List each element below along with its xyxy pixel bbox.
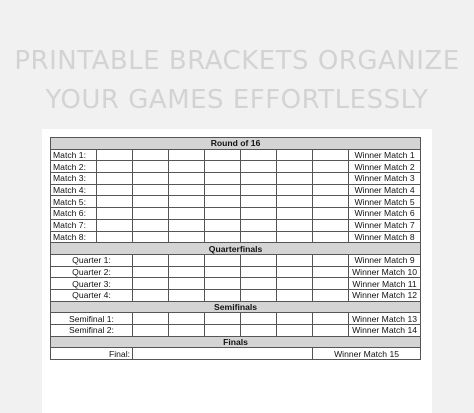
entry-cell[interactable] (241, 325, 277, 337)
entry-cell[interactable] (97, 196, 133, 208)
table-row (51, 161, 421, 173)
quarter-label: Quarter 4: (51, 289, 133, 301)
entry-cell[interactable] (205, 161, 241, 173)
entry-cell[interactable] (169, 266, 205, 278)
entry-cell[interactable] (133, 219, 169, 231)
winner-label: Winner Match 5 (349, 196, 421, 208)
entry-cell[interactable] (241, 184, 277, 196)
entry-cell[interactable] (133, 208, 169, 220)
match-label: Match 3: (51, 173, 97, 185)
match-label: Match 4: (51, 184, 97, 196)
quarter-label: Quarter 3: (51, 278, 133, 290)
entry-cell[interactable] (313, 289, 349, 301)
entry-cell[interactable] (169, 196, 205, 208)
entry-cell[interactable] (97, 208, 133, 220)
table-row (51, 313, 421, 325)
match-label: Match 7: (51, 219, 97, 231)
entry-cell[interactable] (133, 254, 169, 266)
entry-cell[interactable] (277, 219, 313, 231)
winner-label: Winner Match 13 (349, 313, 421, 325)
quarter-label: Quarter 1: (51, 254, 133, 266)
entry-cell[interactable] (313, 173, 349, 185)
winner-label: Winner Match 12 (349, 289, 421, 301)
entry-cell[interactable] (277, 266, 313, 278)
table-row (51, 289, 421, 301)
winner-label: Winner Match 6 (349, 208, 421, 220)
entry-cell[interactable] (313, 208, 349, 220)
section-title: Round of 16 (51, 138, 421, 150)
entry-cell[interactable] (169, 149, 205, 161)
table-row (51, 254, 421, 266)
entry-cell[interactable] (205, 266, 241, 278)
entry-cell[interactable] (97, 184, 133, 196)
entry-cell[interactable] (133, 266, 169, 278)
winner-label: Winner Match 7 (349, 219, 421, 231)
entry-cell[interactable] (241, 289, 277, 301)
table-row (51, 278, 421, 290)
entry-cell[interactable] (277, 149, 313, 161)
entry-cell[interactable] (277, 196, 313, 208)
entry-cell[interactable] (205, 254, 241, 266)
entry-cell[interactable] (313, 254, 349, 266)
winner-label: Winner Match 1 (349, 149, 421, 161)
table-row (51, 219, 421, 231)
entry-cell[interactable] (241, 219, 277, 231)
entry-cell[interactable] (169, 325, 205, 337)
semifinal-label: Semifinal 2: (51, 325, 133, 337)
entry-cell[interactable] (313, 149, 349, 161)
entry-cell[interactable] (169, 219, 205, 231)
table-row (51, 208, 421, 220)
entry-cell[interactable] (133, 231, 169, 243)
entry-cell[interactable] (277, 231, 313, 243)
entry-cell[interactable] (97, 173, 133, 185)
winner-label: Winner Match 3 (349, 173, 421, 185)
entry-cell[interactable] (133, 184, 169, 196)
entry-cell[interactable] (313, 313, 349, 325)
entry-cell[interactable] (169, 231, 205, 243)
entry-cell[interactable] (205, 325, 241, 337)
entry-cell[interactable] (241, 313, 277, 325)
entry-cell[interactable] (313, 278, 349, 290)
entry-cell[interactable] (313, 325, 349, 337)
entry-cell[interactable] (133, 196, 169, 208)
winner-label: Winner Match 9 (349, 254, 421, 266)
entry-cell[interactable] (313, 266, 349, 278)
entry-cell[interactable] (205, 313, 241, 325)
entry-cell[interactable] (241, 149, 277, 161)
entry-cell[interactable] (133, 348, 313, 360)
winner-label: Winner Match 14 (349, 325, 421, 337)
entry-cell[interactable] (205, 173, 241, 185)
entry-cell[interactable] (205, 196, 241, 208)
winner-label: Winner Match 4 (349, 184, 421, 196)
entry-cell[interactable] (277, 254, 313, 266)
winner-label: Winner Match 11 (349, 278, 421, 290)
entry-cell[interactable] (313, 161, 349, 173)
headline-line-2: YOUR GAMES EFFORTLESSLY (45, 85, 429, 115)
entry-cell[interactable] (97, 149, 133, 161)
entry-cell[interactable] (277, 184, 313, 196)
entry-cell[interactable] (133, 161, 169, 173)
entry-cell[interactable] (169, 278, 205, 290)
entry-cell[interactable] (133, 325, 169, 337)
entry-cell[interactable] (241, 196, 277, 208)
entry-cell[interactable] (277, 289, 313, 301)
semifinal-label: Semifinal 1: (51, 313, 133, 325)
entry-cell[interactable] (241, 266, 277, 278)
entry-cell[interactable] (205, 149, 241, 161)
entry-cell[interactable] (277, 161, 313, 173)
entry-cell[interactable] (313, 231, 349, 243)
entry-cell[interactable] (97, 161, 133, 173)
entry-cell[interactable] (169, 254, 205, 266)
entry-cell[interactable] (241, 231, 277, 243)
winner-label: Winner Match 8 (349, 231, 421, 243)
entry-cell[interactable] (241, 173, 277, 185)
entry-cell[interactable] (277, 173, 313, 185)
winner-label: Winner Match 2 (349, 161, 421, 173)
entry-cell[interactable] (205, 289, 241, 301)
quarter-label: Quarter 2: (51, 266, 133, 278)
section-title: Finals (51, 336, 421, 348)
entry-cell[interactable] (97, 219, 133, 231)
entry-cell[interactable] (313, 196, 349, 208)
headline-line-1: PRINTABLE BRACKETS ORGANIZE (14, 46, 460, 76)
section-title: Quarterfinals (51, 243, 421, 255)
final-label: Final: (51, 348, 133, 360)
entry-cell[interactable] (241, 278, 277, 290)
match-label: Match 6: (51, 208, 97, 220)
table-row (51, 149, 421, 161)
table-row (51, 196, 421, 208)
entry-cell[interactable] (313, 184, 349, 196)
entry-cell[interactable] (133, 173, 169, 185)
match-label: Match 8: (51, 231, 97, 243)
match-label: Match 2: (51, 161, 97, 173)
winner-label: Winner Match 10 (349, 266, 421, 278)
entry-cell[interactable] (277, 208, 313, 220)
entry-cell[interactable] (133, 289, 169, 301)
entry-cell[interactable] (205, 219, 241, 231)
entry-cell[interactable] (205, 208, 241, 220)
entry-cell[interactable] (169, 208, 205, 220)
winner-label: Winner Match 15 (313, 348, 421, 360)
entry-cell[interactable] (205, 184, 241, 196)
entry-cell[interactable] (277, 278, 313, 290)
entry-cell[interactable] (169, 289, 205, 301)
entry-cell[interactable] (241, 161, 277, 173)
section-header-semifinals (51, 301, 421, 313)
table-row (51, 173, 421, 185)
entry-cell[interactable] (133, 313, 169, 325)
entry-cell[interactable] (241, 208, 277, 220)
section-header-finals (51, 336, 421, 348)
entry-cell[interactable] (133, 149, 169, 161)
table-row (51, 348, 421, 360)
entry-cell[interactable] (169, 313, 205, 325)
entry-cell[interactable] (241, 254, 277, 266)
table-row (51, 184, 421, 196)
entry-cell[interactable] (97, 231, 133, 243)
section-title: Semifinals (51, 301, 421, 313)
bracket-table (50, 137, 421, 360)
match-label: Match 5: (51, 196, 97, 208)
entry-cell[interactable] (169, 173, 205, 185)
table-row (51, 231, 421, 243)
entry-cell[interactable] (133, 278, 169, 290)
entry-cell[interactable] (169, 184, 205, 196)
section-header-quarterfinals (51, 243, 421, 255)
entry-cell[interactable] (169, 161, 205, 173)
table-row (51, 266, 421, 278)
entry-cell[interactable] (277, 313, 313, 325)
entry-cell[interactable] (313, 219, 349, 231)
entry-cell[interactable] (205, 231, 241, 243)
bracket-sheet (42, 129, 432, 413)
section-header-round-of-16 (51, 138, 421, 150)
table-row (51, 325, 421, 337)
entry-cell[interactable] (205, 278, 241, 290)
entry-cell[interactable] (277, 325, 313, 337)
match-label: Match 1: (51, 149, 97, 161)
